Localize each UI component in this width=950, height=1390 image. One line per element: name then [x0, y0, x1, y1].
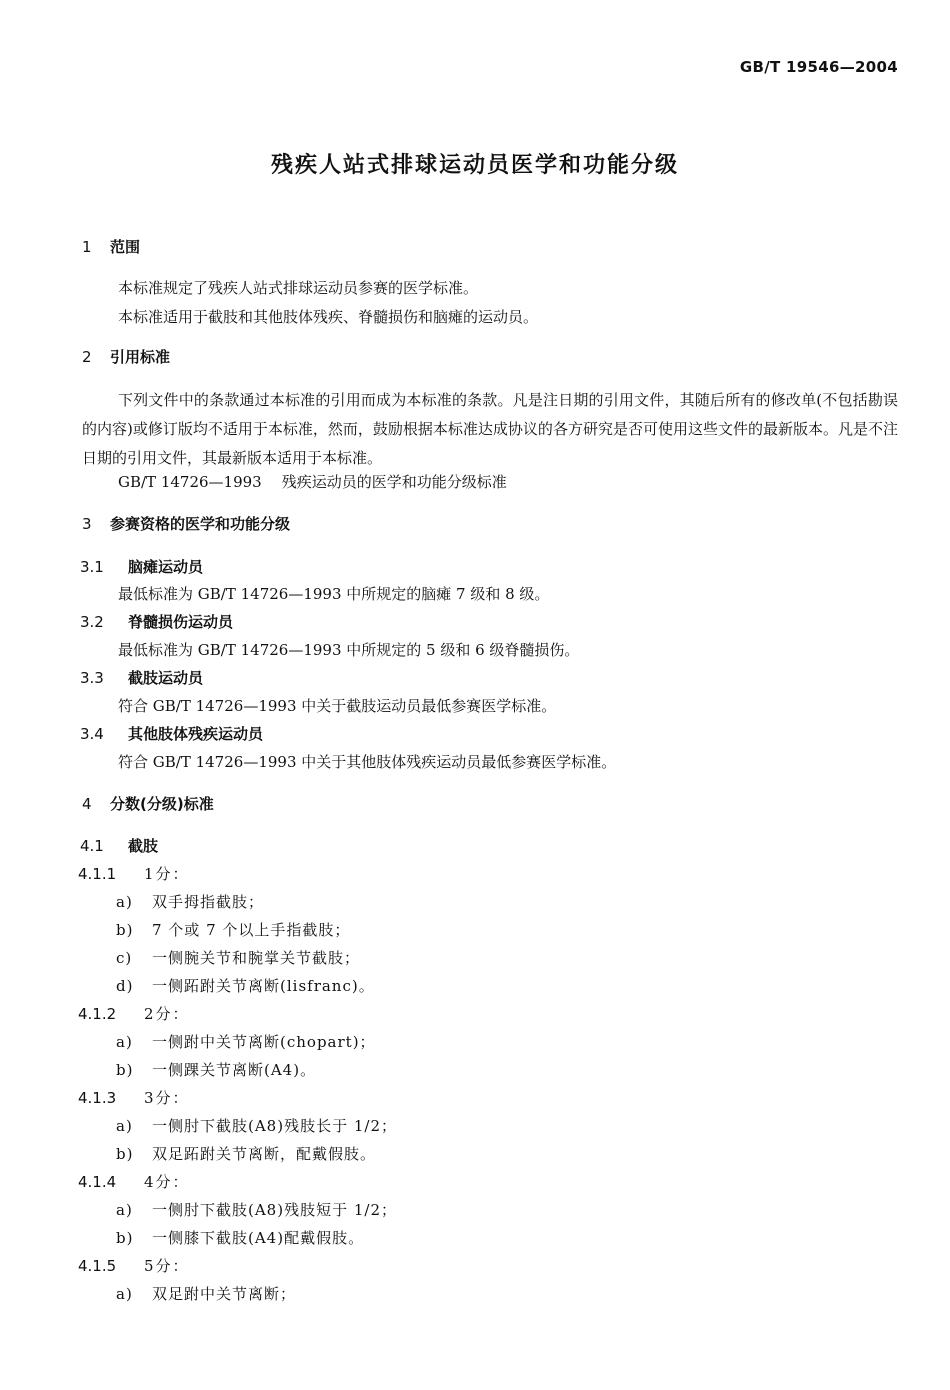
list-text: 7 个或 7 个以上手指截肢；	[152, 921, 351, 939]
list-marker: a)	[116, 1201, 133, 1219]
grade-number: 4.1.4	[78, 1173, 117, 1191]
section-2-heading	[82, 346, 170, 367]
list-item	[116, 947, 360, 968]
list-item	[116, 1143, 376, 1164]
grade-heading	[78, 863, 190, 884]
list-marker: a)	[116, 1033, 133, 1051]
paragraph: 符合 GB/T 14726—1993 中关于截肢运动员最低参赛医学标准。	[118, 697, 557, 715]
section-4-heading	[82, 793, 214, 814]
list-item	[116, 919, 350, 940]
paragraph: 最低标准为 GB/T 14726—1993 中所规定的脑瘫 7 级和 8 级。	[118, 585, 550, 603]
list-marker: b)	[116, 1061, 134, 1079]
list-marker: a)	[116, 1117, 133, 1135]
subsection-number: 3.3	[80, 669, 104, 687]
subsection-heading	[80, 667, 203, 688]
list-marker: a)	[116, 893, 133, 911]
subsection-number: 4.1	[80, 837, 104, 855]
grade-heading	[78, 1171, 190, 1192]
list-item	[116, 1115, 397, 1136]
list-item	[116, 1283, 296, 1304]
list-item	[116, 1059, 316, 1080]
grade-heading	[78, 1255, 190, 1276]
subsection-number: 3.1	[80, 558, 104, 576]
list-item	[116, 891, 264, 912]
grade-heading	[78, 1003, 190, 1024]
subsection-title: 脊髓损伤运动员	[128, 613, 234, 631]
list-text: 双足跖跗关节离断，配戴假肢。	[152, 1145, 377, 1163]
paragraph: 下列文件中的条款通过本标准的引用而成为本标准的条款。凡是注日期的引用文件，其随后所有的修改单(不包括勘误的内容)或修订版均不适用于本标准，然而，鼓励根据本标准达成协议的各方研究是否可使用这些文件的最新版本。凡是不注日期的引用文件，其最新版本适用于本标准。	[82, 391, 898, 467]
list-marker: d)	[116, 977, 134, 995]
grade-number: 4.1.1	[78, 865, 117, 883]
section-number: 3	[82, 515, 92, 533]
document-title: 残疾人站式排球运动员医学和功能分级	[270, 153, 679, 178]
section-title: 范围	[110, 238, 141, 256]
list-item	[116, 1199, 397, 1220]
grade-label: 2分：	[144, 1005, 190, 1023]
list-text: 一侧跖跗关节离断(lisfranc)。	[152, 977, 375, 995]
grade-label: 1分：	[144, 865, 190, 883]
grade-number: 4.1.5	[78, 1257, 117, 1275]
list-item	[116, 1031, 376, 1052]
section-title: 引用标准	[110, 348, 171, 366]
subsection-heading	[80, 723, 263, 744]
list-text: 一侧膝下截肢(A4)配戴假肢。	[152, 1229, 365, 1247]
list-text: 双手拇指截肢；	[152, 893, 265, 911]
paragraph: 符合 GB/T 14726—1993 中关于其他肢体残疾运动员最低参赛医学标准。	[118, 753, 617, 771]
grade-number: 4.1.2	[78, 1005, 117, 1023]
grade-label: 3分：	[144, 1089, 190, 1107]
list-marker: a)	[116, 1285, 133, 1303]
section-3-heading	[82, 513, 290, 534]
list-item	[116, 975, 375, 996]
list-text: 一侧肘下截肢(A8)残肢长于 1/2；	[152, 1117, 397, 1135]
subsection-number: 3.2	[80, 613, 104, 631]
grade-heading	[78, 1087, 190, 1108]
list-marker: b)	[116, 921, 134, 939]
subsection-heading	[80, 611, 233, 632]
section-number: 4	[82, 795, 92, 813]
list-marker: b)	[116, 1145, 134, 1163]
list-text: 双足跗中关节离断；	[152, 1285, 297, 1303]
grade-number: 4.1.3	[78, 1089, 117, 1107]
list-marker: c)	[116, 949, 133, 967]
paragraph: 本标准规定了残疾人站式排球运动员参赛的医学标准。	[118, 279, 479, 297]
subsection-title: 脑瘫运动员	[128, 558, 204, 576]
subsection-heading	[80, 835, 158, 856]
list-text: 一侧跗中关节离断(chopart)；	[152, 1033, 376, 1051]
paragraph: 最低标准为 GB/T 14726—1993 中所规定的 5 级和 6 级脊髓损伤。	[118, 641, 580, 659]
grade-label: 4分：	[144, 1173, 190, 1191]
subsection-title: 截肢	[128, 837, 159, 855]
section-title: 分数(分级)标准	[110, 795, 214, 813]
paragraph: 本标准适用于截肢和其他肢体残疾、脊髓损伤和脑瘫的运动员。	[118, 308, 539, 326]
standard-code: GB/T 19546—2004	[739, 58, 898, 76]
list-marker: b)	[116, 1229, 134, 1247]
list-text: 一侧腕关节和腕掌关节截肢；	[152, 949, 361, 967]
section-number: 2	[82, 348, 92, 366]
subsection-title: 截肢运动员	[128, 669, 204, 687]
grade-label: 5分：	[144, 1257, 190, 1275]
list-text: 一侧踝关节离断(A4)。	[152, 1061, 317, 1079]
subsection-title: 其他肢体残疾运动员	[128, 725, 264, 743]
normative-reference	[118, 472, 507, 492]
subsection-heading	[80, 556, 203, 577]
subsection-number: 3.4	[80, 725, 104, 743]
section-number: 1	[82, 238, 92, 256]
list-item	[116, 1227, 364, 1248]
section-1-heading	[82, 236, 140, 257]
section-title: 参赛资格的医学和功能分级	[110, 515, 291, 533]
reference-code: GB/T 14726—1993	[118, 473, 262, 491]
list-text: 一侧肘下截肢(A8)残肢短于 1/2；	[152, 1201, 397, 1219]
reference-title: 残疾运动员的医学和功能分级标准	[281, 473, 507, 491]
